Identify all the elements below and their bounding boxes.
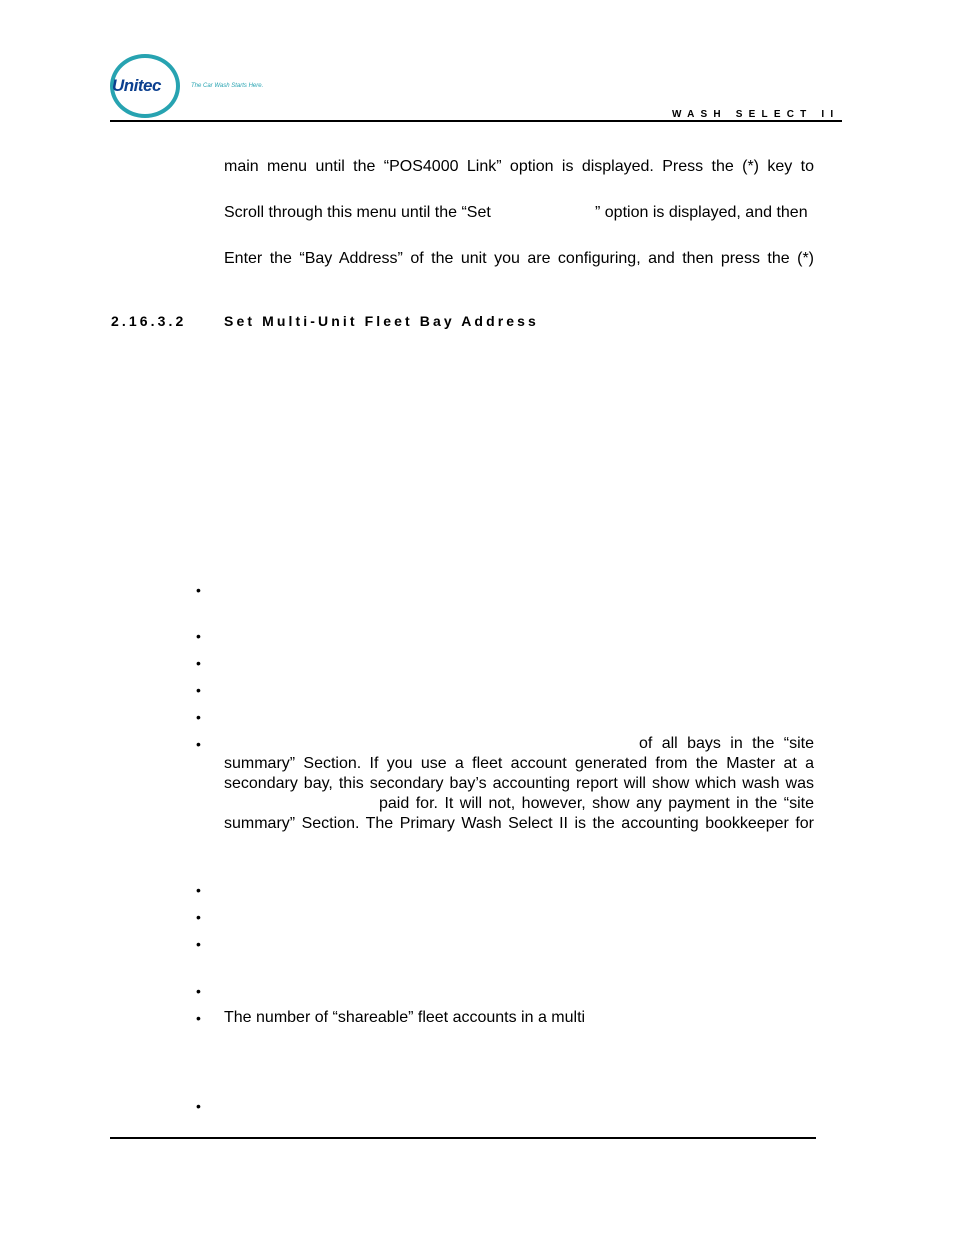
- bullet-6-line-3: secondary bay, this secondary bay’s accounting report will show which wash was: [224, 775, 814, 792]
- section-title: Set Multi-Unit Fleet Bay Address: [224, 313, 539, 329]
- bullet-7: •: [196, 882, 201, 898]
- step-line-scroll-end: ” option is displayed, and then: [595, 204, 808, 221]
- bullet-6-line-1: of all bays in the “site: [639, 735, 814, 752]
- bullet-6-line-5: summary” Section. The Primary Wash Select II is the accounting bookkeeper for: [224, 815, 814, 832]
- bullet-6-line-4: paid for. It will not, however, show any payment in the “site: [379, 795, 814, 812]
- footer-rule: [110, 1137, 816, 1139]
- bullet-1: •: [196, 582, 201, 598]
- bullet-9: •: [196, 936, 201, 952]
- bullet-2: •: [196, 628, 201, 644]
- bullet-6-line-2: summary” Section. If you use a fleet account generated from the Master at a: [224, 755, 814, 772]
- header-rule: [110, 120, 842, 122]
- bullet-4: •: [196, 682, 201, 698]
- bullet-6: •: [196, 736, 201, 752]
- unitec-logo: [110, 54, 186, 121]
- bullet-10: •: [196, 983, 201, 999]
- bullet-11: •: [196, 1010, 201, 1026]
- step-line-scroll-start: Scroll through this menu until the “Set: [224, 204, 491, 221]
- running-head: WASH SELECT II: [672, 109, 840, 120]
- bullet-3: •: [196, 655, 201, 671]
- step-line-bay-address: Enter the “Bay Address” of the unit you are configuring, and then press the (*): [224, 250, 814, 267]
- step-line-pos4000: main menu until the “POS4000 Link” option is displayed. Press the (*) key to: [224, 158, 814, 175]
- section-heading: [111, 313, 539, 329]
- bullet-11-text: The number of “shareable” fleet accounts in a multi: [224, 1009, 586, 1026]
- section-number: 2.16.3.2: [111, 313, 187, 329]
- logo-tagline: The Car Wash Starts Here.: [191, 83, 264, 89]
- bullet-5: •: [196, 709, 201, 725]
- logo-text: Unitec: [112, 76, 161, 95]
- bullet-8: •: [196, 909, 201, 925]
- bullet-12: •: [196, 1098, 201, 1114]
